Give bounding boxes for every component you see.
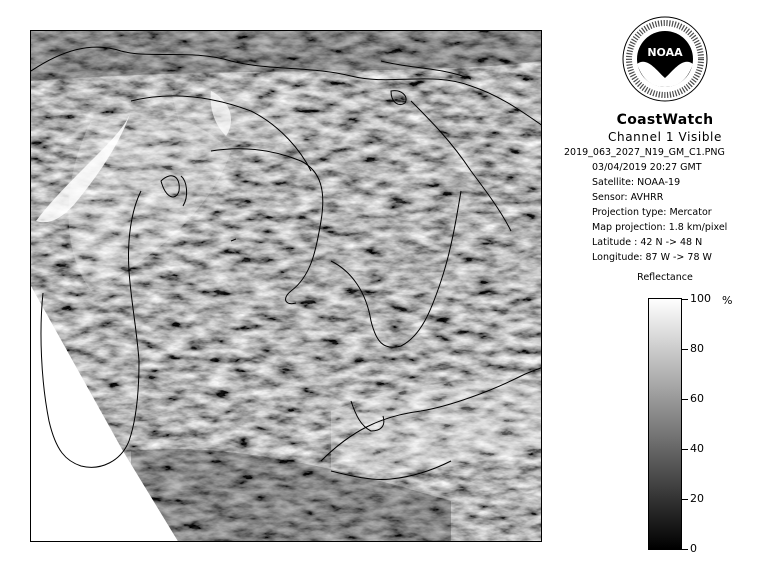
tick-label-40: 40 bbox=[690, 442, 704, 455]
tick-20 bbox=[682, 499, 688, 500]
tick-40 bbox=[682, 449, 688, 450]
satellite-map bbox=[30, 30, 542, 542]
tick-label-100: 100 bbox=[690, 292, 711, 305]
satellite-image bbox=[31, 31, 542, 542]
info-map-projection: Map projection: 1.8 km/pixel bbox=[592, 222, 728, 233]
tick-0 bbox=[682, 549, 688, 550]
tick-80 bbox=[682, 349, 688, 350]
app-title: CoastWatch bbox=[616, 112, 714, 128]
noaa-logo bbox=[622, 16, 708, 102]
info-panel bbox=[560, 10, 770, 565]
info-projection-type: Projection type: Mercator bbox=[592, 207, 712, 218]
info-list bbox=[592, 175, 727, 265]
tick-label-0: 0 bbox=[690, 542, 697, 555]
legend-title: Reflectance bbox=[637, 272, 693, 283]
tick-100 bbox=[682, 299, 688, 300]
logo-text: NOAA bbox=[647, 46, 683, 59]
datetime: 03/04/2019 20:27 GMT bbox=[592, 162, 702, 173]
info-longitude: Longitude: 87 W -> 78 W bbox=[592, 252, 712, 263]
channel-label: Channel 1 Visible bbox=[608, 130, 722, 144]
tick-label-80: 80 bbox=[690, 342, 704, 355]
tick-label-20: 20 bbox=[690, 492, 704, 505]
legend-unit: % bbox=[722, 294, 733, 307]
tick-label-60: 60 bbox=[690, 392, 704, 405]
info-latitude: Latitude : 42 N -> 48 N bbox=[592, 237, 703, 248]
info-sensor: Sensor: AVHRR bbox=[592, 192, 664, 203]
info-satellite: Satellite: NOAA-19 bbox=[592, 177, 681, 188]
filename: 2019_063_2027_N19_GM_C1.PNG bbox=[564, 147, 725, 158]
tick-60 bbox=[682, 399, 688, 400]
reflectance-colorbar bbox=[648, 298, 682, 550]
